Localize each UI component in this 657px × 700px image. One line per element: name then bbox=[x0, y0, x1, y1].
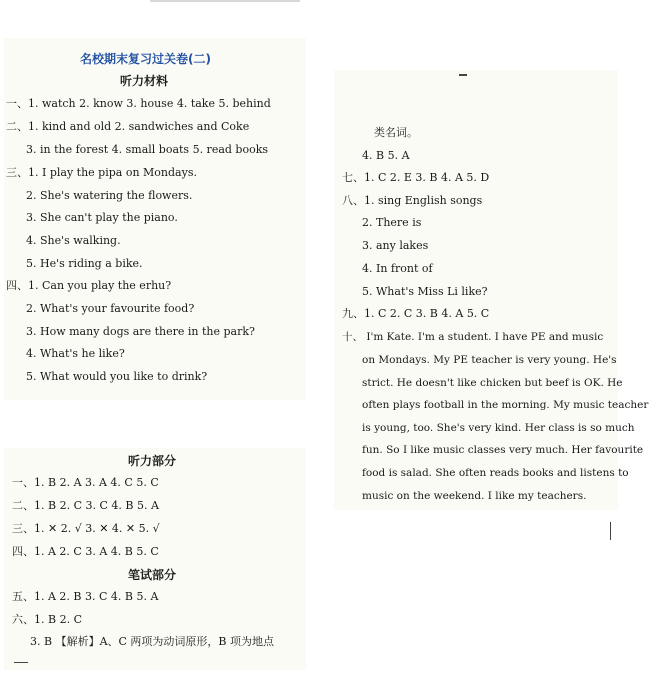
answers-continued-panel bbox=[334, 70, 649, 510]
answer-line: 5. What's Miss Li like? bbox=[362, 285, 488, 298]
text-line: 2. What's your favourite food? bbox=[26, 302, 195, 315]
text-line: 二、1. kind and old 2. sandwiches and Coke bbox=[6, 120, 250, 133]
answer-line: 八、1. sing English songs bbox=[342, 194, 483, 207]
passage-line: strict. He doesn't like chicken but beef is OK. He bbox=[362, 377, 623, 389]
answer-line: 2. There is bbox=[362, 216, 422, 229]
answer-line: 4. B 5. A bbox=[362, 149, 410, 162]
text-line: 三、1. I play the pipa on Mondays. bbox=[6, 166, 197, 179]
passage-line: 十、 I'm Kate. I'm a student. I have PE and music bbox=[342, 331, 604, 343]
answer-line: 五、1. A 2. B 3. C 4. B 5. A bbox=[12, 590, 159, 603]
passage-line: food is salad. She often reads books and listens to bbox=[362, 467, 629, 479]
answer-line: 类名词。 bbox=[374, 126, 418, 139]
answer-line: 一、1. B 2. A 3. A 4. C 5. C bbox=[12, 476, 159, 489]
text-line: 3. in the forest 4. small boats 5. read books bbox=[26, 143, 269, 156]
listening-section-heading: 听力部分 bbox=[128, 454, 177, 468]
answer-line: 六、1. B 2. C bbox=[12, 613, 82, 626]
answer-line: 四、1. A 2. C 3. A 4. B 5. C bbox=[12, 545, 159, 558]
written-section-heading: 笔试部分 bbox=[128, 568, 177, 582]
passage-line: on Mondays. My PE teacher is very young. He's bbox=[362, 354, 617, 366]
page-edge-mark bbox=[610, 522, 611, 540]
passage-line: fun. So I like music classes very much. Her favourite bbox=[362, 444, 644, 456]
passage-line: often plays football in the morning. My music teacher bbox=[362, 399, 649, 411]
passage-line: music on the weekend. I like my teachers. bbox=[362, 490, 587, 502]
text-line: 5. What would you like to drink? bbox=[26, 370, 208, 383]
listening-material-heading: 听力材料 bbox=[120, 74, 169, 88]
page-edge-mark bbox=[14, 662, 28, 663]
top-rule bbox=[150, 0, 300, 2]
text-line: 3. She can't play the piano. bbox=[26, 211, 178, 224]
text-line: 5. He's riding a bike. bbox=[26, 257, 143, 270]
text-line: 3. How many dogs are there in the park? bbox=[26, 325, 255, 338]
answers-panel bbox=[4, 448, 306, 670]
text-line: 4. What's he like? bbox=[26, 347, 125, 360]
answer-line: 3. any lakes bbox=[362, 239, 429, 252]
answer-line: 3. B 【解析】A、C 两项为动词原形，B 项为地点 bbox=[30, 635, 275, 648]
answer-line: 九、1. C 2. C 3. B 4. A 5. C bbox=[342, 307, 490, 320]
answer-line: 七、1. C 2. E 3. B 4. A 5. D bbox=[342, 171, 490, 184]
page-edge-mark bbox=[459, 74, 467, 76]
passage-line: is young, too. She's very kind. Her class is so much bbox=[362, 422, 635, 434]
answer-line: 4. In front of bbox=[362, 262, 433, 275]
exam-title: 名校期末复习过关卷(二) bbox=[80, 52, 211, 66]
answer-line: 三、1. ✕ 2. √ 3. ✕ 4. ✕ 5. √ bbox=[12, 522, 160, 535]
listening-material-panel bbox=[4, 38, 306, 400]
text-line: 4. She's walking. bbox=[26, 234, 121, 247]
text-line: 四、1. Can you play the erhu? bbox=[6, 279, 172, 292]
text-line: 2. She's watering the flowers. bbox=[26, 189, 193, 202]
answer-line: 二、1. B 2. C 3. C 4. B 5. A bbox=[12, 499, 159, 512]
text-line: 一、1. watch 2. know 3. house 4. take 5. behind bbox=[6, 97, 271, 110]
